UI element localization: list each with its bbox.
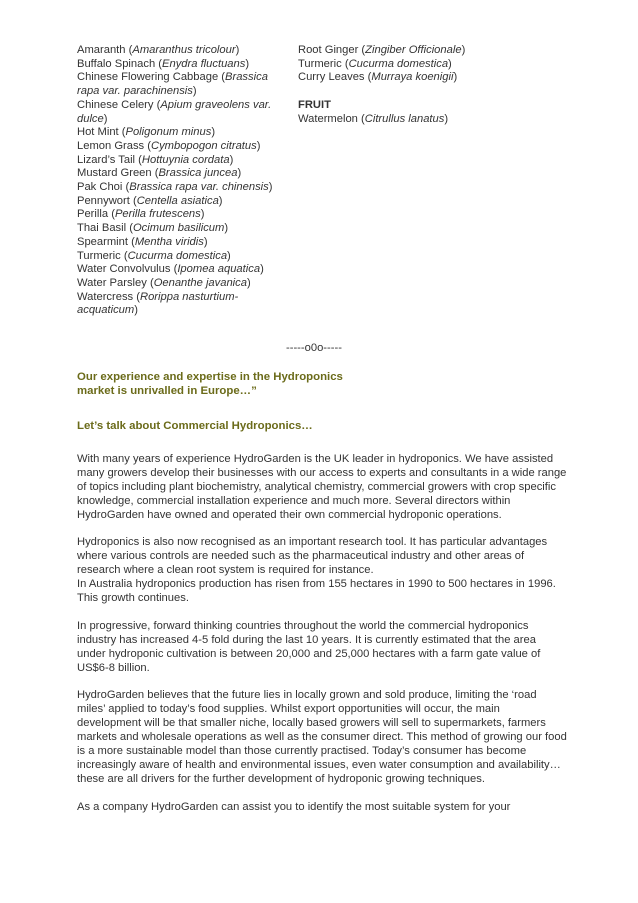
plant-latin-name: Amaranthus tricolour (132, 44, 236, 56)
body-paragraph (77, 620, 567, 676)
plant-item: Perilla (Perilla frutescens) (77, 208, 205, 221)
plant-common-name: Watermelon (298, 112, 358, 125)
body-paragraph (77, 536, 567, 606)
plant-item: Water Parsley (Oenanthe javanica) (77, 276, 251, 289)
body-paragraph (77, 801, 567, 815)
plant-common-name: Pennywort (77, 194, 130, 207)
paragraph-text: Hydroponics is also now recognised as an important research tool. It has particular advantages where various controls are needed such as the pharmaceutical industry and other areas of research where a clean root system is required for instance. (77, 536, 548, 577)
plant-latin-name: Cucurma domestica (127, 249, 228, 262)
plant-latin-name: Cucurma domestica (348, 57, 449, 70)
body-paragraph (77, 453, 567, 523)
plant-common-name: Pak Choi (77, 181, 123, 194)
plant-item: Turmeric (Cucurma domestica) (77, 249, 231, 262)
plant-latin-name: Murraya koenigii (371, 71, 454, 84)
paragraph-text: In Australia hydroponics production has risen from 155 hectares in 1990 to 500 hectares in 1996. This growth continues. (77, 578, 556, 605)
plant-common-name: Chinese Celery (77, 98, 154, 111)
plant-item: Root Ginger (Zingiber Officionale) (298, 44, 466, 56)
plant-latin-name: Perilla frutescens (114, 208, 201, 221)
paragraph-text: With many years of experience HydroGarden is the UK leader in hydroponics. We have assisted many growers develop their businesses with our access to experts and consultants in a wide range of topics including plant biochemistry, analytical chemistry, commercial growers with crop specific knowledge, commercial installation experience and much more. Several directors within HydroGarden have owned and operated their own commercial hydroponic operations. (77, 453, 567, 521)
plant-item: Hot Mint (Poligonum minus) (77, 126, 216, 139)
plant-item: Lizard’s Tail (Hottuynia cordata) (77, 153, 234, 166)
plant-latin-name: Ipomea aquatica (177, 263, 261, 276)
right-column (298, 44, 568, 126)
plant-latin-name: Brassica rapa var. chinensis (129, 181, 269, 194)
plant-item: Thai Basil (Ocimum basilicum) (77, 222, 229, 235)
plant-latin-name: Rorippa nasturtium-acquaticum (77, 290, 239, 317)
plant-common-name: Mustard Green (77, 167, 152, 180)
plant-item: Watermelon (Citrullus lanatus) (298, 112, 449, 125)
quote-heading: Our experience and expertise in the Hydroponics market is unrivalled in Europe…” (77, 371, 343, 397)
paragraph-text: As a company HydroGarden can assist you to identify the most suitable system for your (77, 800, 511, 813)
plant-latin-name: Cymbopogon citratus (151, 139, 257, 152)
plant-common-name: Perilla (77, 208, 109, 221)
fruit-list (298, 113, 568, 127)
plant-common-name: Chinese Flowering Cabbage (77, 71, 219, 84)
paragraph-text: HydroGarden believes that the future lies in locally grown and sold produce, limiting the ‘road miles’ applied to today’s food supplies. Whilst export opportunities will occur, the main development will be that smaller niche, locally based growers will sell to supermarkets, farmers markets and wholesale operations as well as the consumer direct. This method of growing our food is a more sustainable model than those currently practised. Today’s consumer has become increasingly aware of health and environmental issues, even water consumption and availability…these are all drivers for the further development of hydroponic growing techniques. (77, 689, 567, 785)
plant-latin-name: Enydra fluctuans (162, 57, 246, 70)
plant-item: Pennywort (Centella asiatica) (77, 194, 223, 207)
fruit-heading: FRUIT (298, 98, 331, 111)
plant-item: Water Convolvulus (Ipomea aquatica) (77, 263, 264, 276)
talk-heading: Let’s talk about Commercial Hydroponics… (77, 420, 313, 432)
plant-latin-name: Oenanthe javanica (153, 276, 247, 289)
plant-latin-name: Poligonum minus (125, 126, 212, 139)
section-separator: -----o0o----- (286, 342, 342, 354)
plant-item: Amaranth (Amaranthus tricolour) (77, 44, 240, 56)
plant-latin-name: Brassica juncea (158, 167, 238, 180)
plant-common-name: Lemon Grass (77, 139, 145, 152)
plant-common-name: Lizard’s Tail (77, 153, 136, 166)
plant-common-name: Turmeric (77, 249, 121, 262)
plant-common-name: Amaranth (77, 44, 126, 56)
plant-common-name: Hot Mint (77, 126, 119, 139)
paragraph-text: In progressive, forward thinking countries throughout the world the commercial hydroponics industry has increased 4-5 fold during the last 10 years. It is currently estimated that the area under hydroponic cultivation is between 20,000 and 25,000 hectares with a farm gate value of US$6-8 billion. (77, 619, 541, 674)
plant-latin-name: Centella asiatica (136, 194, 219, 207)
plant-latin-name: Ocimum basilicum (132, 222, 225, 235)
plant-common-name: Watercress (77, 290, 134, 303)
plant-latin-name: Hottuynia cordata (141, 153, 230, 166)
plant-common-name: Spearmint (77, 235, 128, 248)
plant-common-name: Water Convolvulus (77, 263, 171, 276)
vegetable-list (77, 44, 287, 318)
plant-item: Spearmint (Mentha viridis) (77, 235, 208, 248)
plant-columns (77, 44, 567, 319)
plant-common-name: Thai Basil (77, 222, 127, 235)
plant-common-name: Curry Leaves (298, 71, 365, 84)
plant-latin-name: Apium graveolens var. dulce (77, 98, 272, 125)
spice-list (298, 44, 568, 85)
plant-item: Chinese Celery (Apium graveolens var. dulce) (77, 98, 272, 125)
plant-item: Turmeric (Cucurma domestica) (298, 57, 452, 70)
body-paragraph (77, 689, 567, 786)
plant-common-name: Root Ginger (298, 44, 359, 56)
plant-item: Mustard Green (Brassica juncea) (77, 167, 242, 180)
plant-common-name: Turmeric (298, 57, 342, 70)
plant-latin-name: Mentha viridis (134, 235, 204, 248)
plant-common-name: Water Parsley (77, 276, 147, 289)
body-text (77, 453, 567, 828)
plant-latin-name: Zingiber Officionale (365, 44, 462, 56)
plant-item: Buffalo Spinach (Enydra fluctuans) (77, 57, 250, 70)
plant-item: Curry Leaves (Murraya koenigii) (298, 71, 458, 84)
plant-item: Pak Choi (Brassica rapa var. chinensis) (77, 181, 273, 194)
plant-item: Watercress (Rorippa nasturtium-acquaticum) (77, 290, 239, 317)
plant-common-name: Buffalo Spinach (77, 57, 156, 70)
plant-latin-name: Citrullus lanatus (364, 112, 445, 125)
plant-latin-name: Brassica rapa var. parachinensis (77, 71, 268, 98)
plant-lists (77, 44, 567, 319)
plant-item: Chinese Flowering Cabbage (Brassica rapa var. parachinensis) (77, 71, 268, 98)
plant-item: Lemon Grass (Cymbopogon citratus) (77, 139, 261, 152)
